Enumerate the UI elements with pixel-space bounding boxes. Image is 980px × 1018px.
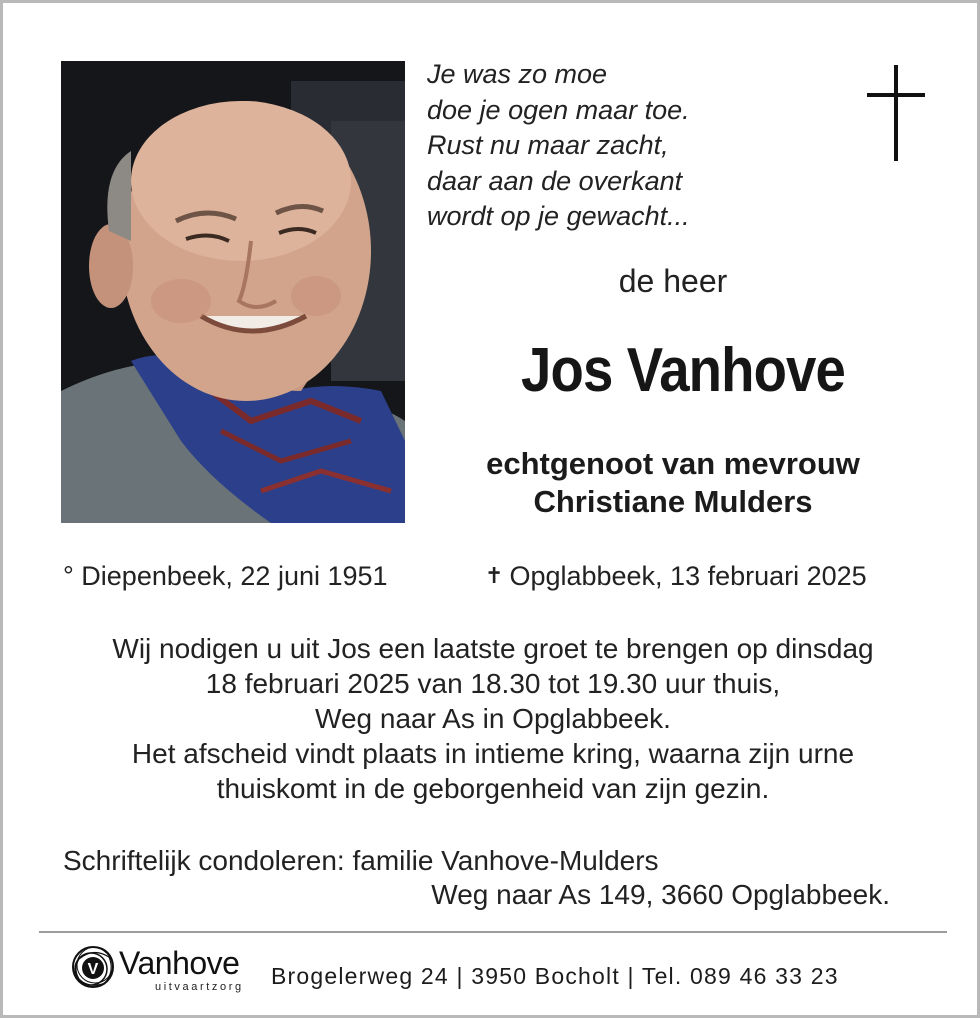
message-line: thuiskomt in de geborgenheid van zijn gezin.	[216, 773, 770, 804]
vanhove-logo	[69, 941, 259, 997]
poem	[427, 57, 690, 235]
poem-line: daar aan de overkant	[427, 165, 683, 196]
death-date	[485, 561, 867, 592]
latin-cross-icon	[867, 65, 925, 163]
portrait-photo	[61, 61, 405, 523]
message-line: Het afscheid vindt plaats in intieme kring, waarna zijn urne	[131, 738, 855, 769]
spouse-name: Christiane Mulders	[533, 484, 813, 519]
funeral-home-address: Brogelerweg 24 | 3950 Bocholt | Tel. 089 46 33 23	[271, 963, 839, 989]
logo-emblem-icon	[69, 941, 125, 997]
birth-date: ° Diepenbeek, 22 juni 1951	[63, 561, 388, 591]
invitation-message	[43, 631, 943, 806]
message-line: Weg naar As in Opglabbeek.	[315, 703, 671, 734]
poem-line: Je was zo moe	[427, 59, 608, 89]
spouse-line-1: echtgenoot van mevrouw	[486, 446, 860, 481]
logo-subtitle: uitvaartzorg	[155, 981, 244, 993]
deceased-name: Jos Vanhove	[521, 336, 845, 405]
spouse-info	[423, 445, 923, 521]
poem-line: doe je ogen maar toe.	[427, 94, 690, 125]
condolence-line-1: Schriftelijk condoleren: familie Vanhove-Mulders	[63, 845, 659, 876]
death-date-text: Opglabbeek, 13 februari 2025	[509, 561, 867, 591]
logo-name: Vanhove	[119, 945, 240, 981]
message-line: 18 februari 2025 van 18.30 tot 19.30 uur thuis,	[205, 668, 781, 699]
condolence-address: Weg naar As 149, 3660 Opglabbeek.	[431, 879, 890, 910]
message-line: Wij nodigen u uit Jos een laatste groet te brengen op dinsdag	[112, 633, 874, 664]
poem-line: Rust nu maar zacht,	[427, 130, 669, 160]
footer-divider	[39, 931, 947, 933]
honorific: de heer	[618, 263, 728, 299]
poem-line: wordt op je gewacht...	[427, 201, 690, 231]
small-cross-icon: ✝	[485, 563, 504, 588]
logo-letter: V	[87, 961, 99, 978]
